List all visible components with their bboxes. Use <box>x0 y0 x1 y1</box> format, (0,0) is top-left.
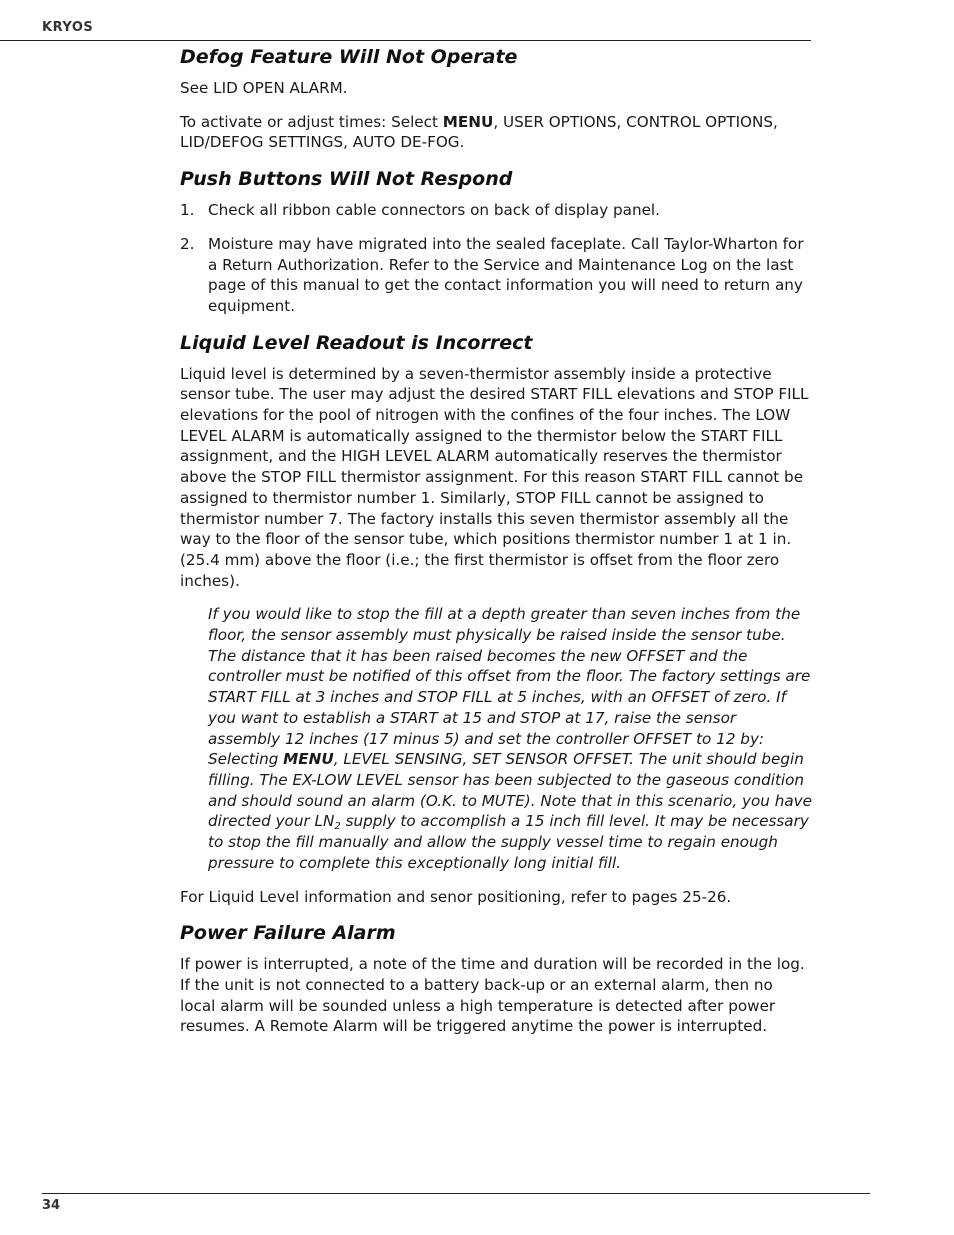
subscript-2: 2 <box>334 821 341 833</box>
menu-keyword: MENU <box>283 750 334 769</box>
section-title-liquid-level: Liquid Level Readout is Incorrect <box>180 331 533 354</box>
section-liquid-level <box>180 330 812 908</box>
page-number: 34 <box>42 1198 61 1213</box>
section-defog <box>180 44 812 153</box>
list-item-number: 1. <box>180 201 195 220</box>
page-content <box>180 44 812 1050</box>
section-title-power-failure: Power Failure Alarm <box>180 922 396 945</box>
note-text-mid: , LEVEL SENSING, SET SENSOR OFFSET. The unit should begin filling. The EX-LOW LEVEL sensor has been subjected to the gaseous condition and should sound an alarm (O.K. to MUTE). Note that in this scenario, you have directed your LN <box>208 750 812 831</box>
defog-p2-pre: To activate or adjust times: Select <box>180 112 443 131</box>
liquid-offset-note <box>208 604 812 873</box>
section-title-defog: Defog Feature Will Not Operate <box>180 46 518 68</box>
section-push-buttons <box>180 166 812 317</box>
list-item-number: 2. <box>180 234 195 253</box>
header-brand: KRYOS <box>42 20 94 35</box>
defog-paragraph-1: See LID OPEN ALARM. <box>180 79 348 97</box>
header-rule <box>0 40 811 41</box>
section-title-push-buttons: Push Buttons Will Not Respond <box>180 168 513 191</box>
power-paragraph-1: If power is interrupted, a note of the time and duration will be recorded in the log. If the unit is not connected to a battery back-up or an external alarm, then no local alarm will be sounded unless a high temperature is detected after power resumes. A Remote Alarm will be triggered anytime the power is interrupted. <box>180 955 805 1036</box>
note-text-pre: If you would like to stop the fill at a depth greater than seven inches from the floor, the sensor assembly must physically be raised inside the sensor tube. The distance that it has been raised becomes the new OFFSET and the controller must be notified of this offset from the floor. The factory settings are START FILL at 3 inches and STOP FILL at 5 inches, with an OFFSET of zero. If you want to establish a START at 15 and STOP at 17, raise the sensor assembly 12 inches (17 minus 5) and set the controller OFFSET to 12 by: Selecting <box>208 605 811 769</box>
section-power-failure <box>180 920 812 1037</box>
list-item-text: Moisture may have migrated into the sealed faceplate. Call Taylor-Wharton for a Return Authorization. Refer to the Service and Maintenance Log on the last page of this manual to get the contact information you will need to return any equipment. <box>208 234 804 315</box>
list-item-text: Check all ribbon cable connectors on back of display panel. <box>208 201 660 220</box>
liquid-paragraph-2: For Liquid Level information and senor positioning, refer to pages 25-26. <box>180 887 732 906</box>
list-item <box>180 200 812 221</box>
note-text-post: supply to accomplish a 15 inch fill level. It may be necessary to stop the fill manually and allow the supply vessel time to regain enough pressure to complete this exceptionally long initial fill. <box>208 812 809 872</box>
defog-p2-post: , USER OPTIONS, CONTROL OPTIONS, LID/DEFOG SETTINGS, AUTO DE-FOG. <box>180 112 778 152</box>
footer-rule <box>42 1193 870 1194</box>
defog-paragraph-2 <box>180 112 812 153</box>
menu-keyword: MENU <box>442 112 494 131</box>
push-buttons-list <box>180 200 812 317</box>
list-item <box>180 234 812 317</box>
liquid-paragraph-1: Liquid level is determined by a seven-thermistor assembly inside a protective sensor tube. The user may adjust the desired START FILL elevations and STOP FILL elevations for the pool of nitrogen with the confines of the four inches. The LOW LEVEL ALARM is automatically assigned to the thermistor below the START FILL assignment, and the HIGH LEVEL ALARM automatically reserves the thermistor above the STOP FILL thermistor assignment. For this reason START FILL cannot be assigned to thermistor number 1. Similarly, STOP FILL cannot be assigned to thermistor number 7. The factory installs this seven thermistor assembly all the way to the floor of the sensor tube, which positions thermistor number 1 at 1 in. (25.4 mm) above the floor (i.e.; the first thermistor is offset from the floor zero inches). <box>180 364 809 590</box>
